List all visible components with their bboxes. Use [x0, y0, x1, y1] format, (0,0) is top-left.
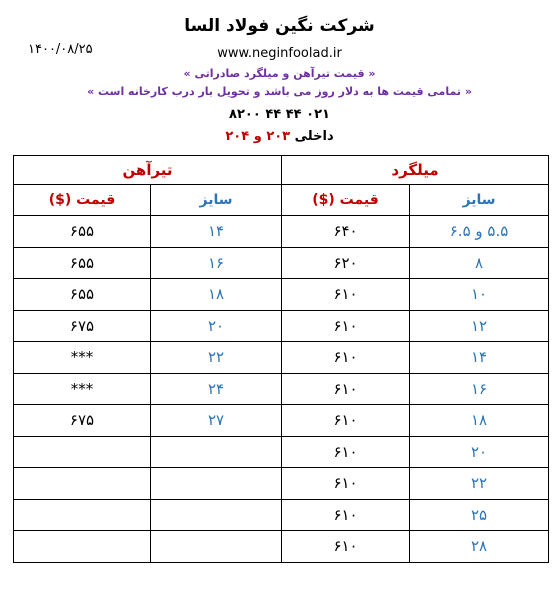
rebar-size-cell: ۲۵	[410, 499, 549, 531]
beam-size-cell	[151, 531, 282, 563]
rebar-size-cell: ۲۰	[410, 436, 549, 468]
rebar-price-cell: ۶۲۰	[282, 247, 410, 279]
rebar-size-cell: ۱۸	[410, 405, 549, 437]
beam-size-cell: ۲۲	[151, 342, 282, 374]
column-header-row	[14, 185, 549, 216]
extension-value: ۲۰۳ و ۲۰۴	[225, 129, 291, 144]
rebar-price-cell: ۶۱۰	[282, 279, 410, 311]
beam-price-cell	[14, 499, 151, 531]
table-row	[14, 310, 549, 342]
beam-price-header: قیمت ($)	[14, 185, 151, 216]
rebar-size-cell: ۱۶	[410, 373, 549, 405]
table-row	[14, 468, 549, 500]
table-row	[14, 247, 549, 279]
beam-price-cell	[14, 531, 151, 563]
rebar-size-cell: ۱۲	[410, 310, 549, 342]
rebar-size-cell: ۸	[410, 247, 549, 279]
beam-title: تیرآهن	[14, 156, 282, 185]
rebar-price-cell: ۶۱۰	[282, 405, 410, 437]
table-row	[14, 279, 549, 311]
beam-price-cell: ۶۷۵	[14, 310, 151, 342]
beam-price-cell	[14, 468, 151, 500]
table-row	[14, 499, 549, 531]
rebar-price-cell: ۶۱۰	[282, 468, 410, 500]
extension-line	[0, 129, 559, 144]
table-row	[14, 216, 549, 248]
rebar-size-cell: ۲۸	[410, 531, 549, 563]
rebar-size-cell: ۲۲	[410, 468, 549, 500]
rebar-size-cell: ۱۰	[410, 279, 549, 311]
rebar-title: میلگرد	[282, 156, 549, 185]
beam-size-cell: ۱۸	[151, 279, 282, 311]
beam-price-cell	[14, 436, 151, 468]
rebar-price-header: قیمت ($)	[282, 185, 410, 216]
beam-size-cell: ۲۴	[151, 373, 282, 405]
rebar-price-cell: ۶۱۰	[282, 342, 410, 374]
pricing-note: « تمامی قیمت ها به دلار روز می باشد و تحویل بار درب کارخانه است »	[87, 85, 472, 98]
date: ۱۴۰۰/۰۸/۲۵	[28, 42, 93, 57]
rebar-size-cell: ۵.۵ و ۶.۵	[410, 216, 549, 248]
table-row	[14, 373, 549, 405]
beam-price-cell: ۶۵۵	[14, 279, 151, 311]
beam-size-cell: ۱۶	[151, 247, 282, 279]
subtitle-note: « قیمت تیرآهن و میلگرد صادراتی »	[183, 67, 376, 80]
table-row	[14, 342, 549, 374]
beam-size-cell: ۲۷	[151, 405, 282, 437]
beam-price-cell: ۶۵۵	[14, 216, 151, 248]
company-name: شرکت نگین فولاد السا	[184, 16, 375, 36]
table-row	[14, 436, 549, 468]
beam-size-header: سایز	[151, 185, 282, 216]
beam-size-cell	[151, 499, 282, 531]
rebar-price-cell: ۶۱۰	[282, 310, 410, 342]
rebar-price-cell: ۶۴۰	[282, 216, 410, 248]
rebar-size-header: سایز	[410, 185, 549, 216]
rebar-size-cell: ۱۴	[410, 342, 549, 374]
beam-price-cell: ***	[14, 342, 151, 374]
rebar-price-cell: ۶۱۰	[282, 373, 410, 405]
extension-label: داخلی	[294, 129, 334, 144]
beam-size-cell	[151, 436, 282, 468]
beam-size-cell	[151, 468, 282, 500]
beam-price-cell: ۶۷۵	[14, 405, 151, 437]
beam-size-cell: ۱۴	[151, 216, 282, 248]
table-row	[14, 531, 549, 563]
rebar-price-cell: ۶۱۰	[282, 436, 410, 468]
beam-price-cell: ***	[14, 373, 151, 405]
rebar-price-cell: ۶۱۰	[282, 531, 410, 563]
beam-size-cell: ۲۰	[151, 310, 282, 342]
price-table	[13, 155, 549, 563]
beam-price-cell: ۶۵۵	[14, 247, 151, 279]
rebar-price-cell: ۶۱۰	[282, 499, 410, 531]
phone-number: ۰۲۱ ۴۴ ۴۴ ۸۲۰۰	[229, 107, 330, 122]
website[interactable]: www.neginfoolad.ir	[217, 46, 342, 61]
group-header-row	[14, 156, 549, 185]
table-row	[14, 405, 549, 437]
